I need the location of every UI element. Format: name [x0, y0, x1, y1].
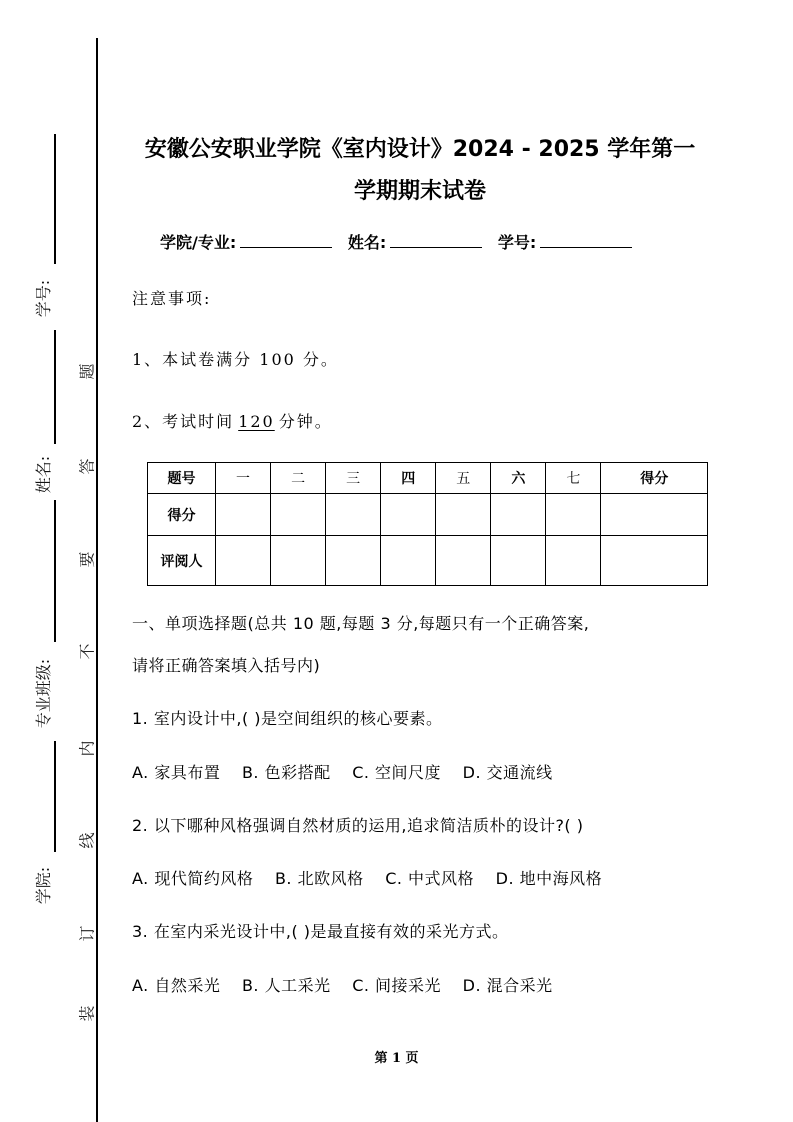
- student-info-row: [160, 230, 642, 253]
- header-cell: 三: [326, 463, 381, 494]
- question-2-options: [132, 866, 618, 889]
- question-1-stem: 1. 室内设计中,( )是空间组织的核心要素。: [132, 709, 443, 728]
- fill-line-segment: [54, 500, 56, 642]
- margin-label-major-class: 专业班级:: [34, 658, 54, 729]
- option-a: A. 自然采光: [132, 976, 221, 995]
- score-cell: [381, 494, 436, 536]
- section-1-title-line2: 请将正确答案填入括号内): [132, 656, 321, 675]
- header-cell: 得分: [601, 463, 708, 494]
- score-cell: [436, 494, 491, 536]
- grader-cell: [601, 536, 708, 586]
- exam-duration-value: 120: [238, 412, 275, 431]
- option-d: D. 混合采光: [462, 976, 553, 995]
- score-cell: [491, 494, 546, 536]
- option-c: C. 中式风格: [385, 869, 475, 888]
- header-cell: 五: [436, 463, 491, 494]
- exam-title-line2: 学期期末试卷: [353, 179, 486, 204]
- header-cell: 四: [381, 463, 436, 494]
- score-cell: [326, 494, 381, 536]
- exam-title-line1: 安徽公安职业学院《室内设计》2024 - 2025 学年第一: [144, 137, 696, 162]
- option-b: B. 色彩搭配: [241, 763, 331, 782]
- score-cell: [601, 494, 708, 536]
- grader-cell: [381, 536, 436, 586]
- field-label-name: 姓名:: [347, 233, 387, 252]
- margin-label-student-id: 学号:: [34, 279, 54, 318]
- option-d: D. 地中海风格: [495, 869, 603, 888]
- question-1-options: [132, 760, 569, 783]
- student-id-blank[interactable]: [540, 233, 632, 248]
- section-1-title-line1: 一、单项选择题(总共 10 题,每题 3 分,每题只有一个正确答案,: [132, 614, 590, 633]
- score-table-row-score: [148, 494, 708, 536]
- option-b: B. 人工采光: [241, 976, 331, 995]
- grader-cell: [326, 536, 381, 586]
- seal-char: 题: [77, 363, 97, 380]
- option-a: A. 现代简约风格: [132, 869, 254, 888]
- option-a: A. 家具布置: [132, 763, 221, 782]
- header-cell: 二: [271, 463, 326, 494]
- field-label-student-id: 学号:: [497, 233, 537, 252]
- option-d: D. 交通流线: [462, 763, 553, 782]
- seal-char: 不: [77, 643, 97, 660]
- score-cell: [546, 494, 601, 536]
- question-3-stem: 3. 在室内采光设计中,( )是最直接有效的采光方式。: [132, 922, 509, 941]
- binding-line-main: [96, 38, 98, 1122]
- grader-cell: [436, 536, 491, 586]
- option-b: B. 北欧风格: [274, 869, 364, 888]
- notes-item-2-prefix: 2、考试时间: [132, 412, 235, 431]
- grader-cell: [271, 536, 326, 586]
- margin-label-college: 学院:: [34, 866, 54, 905]
- fill-line-segment: [54, 330, 56, 444]
- grader-cell: [491, 536, 546, 586]
- notes-item-2: [132, 409, 333, 432]
- seal-char: 装: [77, 1005, 97, 1022]
- question-2-stem: 2. 以下哪种风格强调自然材质的运用,追求简洁质朴的设计?( ): [132, 816, 584, 835]
- question-3-options: [132, 973, 569, 996]
- notes-item-2-suffix: 分钟。: [278, 412, 333, 431]
- row-label-score: 得分: [148, 494, 216, 536]
- header-cell: 一: [216, 463, 271, 494]
- grader-cell: [546, 536, 601, 586]
- header-cell: 题号: [148, 463, 216, 494]
- grader-cell: [216, 536, 271, 586]
- seal-char: 内: [77, 740, 97, 757]
- name-blank[interactable]: [390, 233, 482, 248]
- score-table-header-row: [148, 463, 708, 494]
- notes-heading: 注意事项:: [132, 289, 212, 308]
- option-c: C. 间接采光: [352, 976, 442, 995]
- header-cell: 七: [546, 463, 601, 494]
- seal-char: 订: [77, 925, 97, 942]
- seal-char: 答: [77, 458, 97, 475]
- option-c: C. 空间尺度: [352, 763, 442, 782]
- score-table: [147, 462, 708, 586]
- notes-item-1: 1、本试卷满分 100 分。: [132, 350, 339, 369]
- page-number: 第 1 页: [374, 1051, 419, 1066]
- field-label-college-major: 学院/专业:: [160, 233, 237, 252]
- fill-line-segment: [54, 134, 56, 264]
- header-cell: 六: [491, 463, 546, 494]
- fill-line-segment: [54, 741, 56, 852]
- seal-char: 要: [77, 551, 97, 568]
- seal-char: 线: [77, 832, 97, 849]
- college-major-blank[interactable]: [240, 233, 332, 248]
- score-table-row-grader: [148, 536, 708, 586]
- margin-label-name: 姓名:: [34, 455, 54, 494]
- score-cell: [216, 494, 271, 536]
- row-label-grader: 评阅人: [148, 536, 216, 586]
- score-cell: [271, 494, 326, 536]
